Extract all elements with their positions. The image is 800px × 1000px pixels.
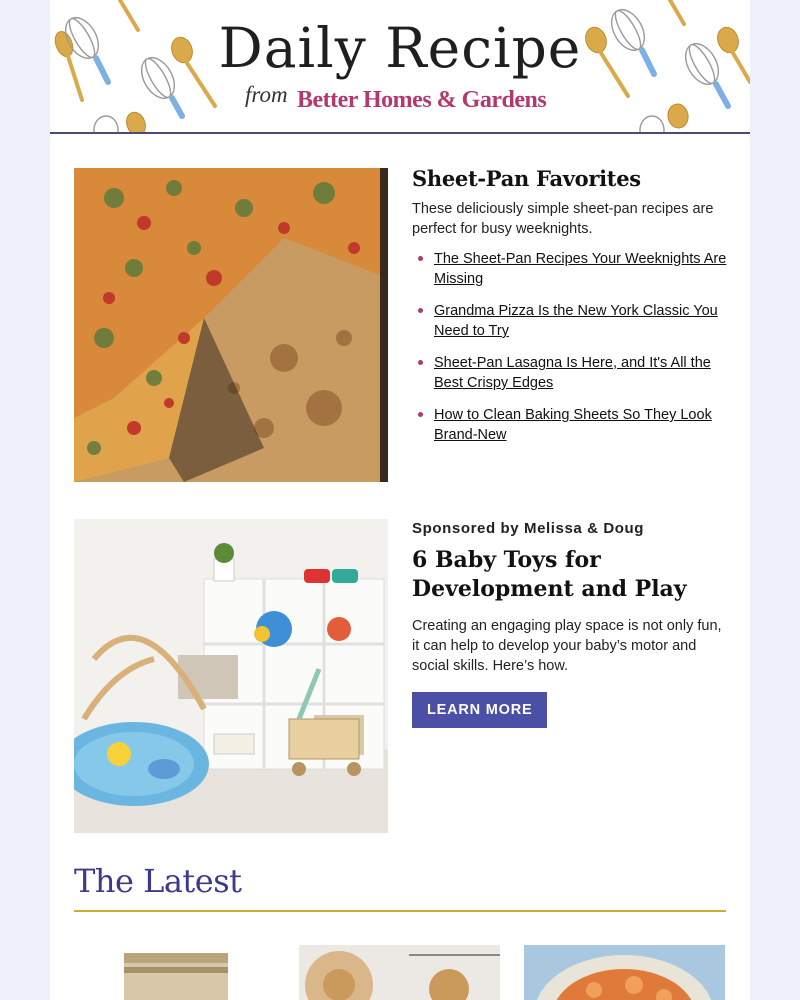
- section-description: These deliciously simple sheet-pan recipes are perfect for busy weeknights.: [412, 201, 714, 237]
- email-body: [50, 0, 750, 1000]
- section-heading: Sheet-Pan Favorites: [412, 166, 641, 191]
- sheet-pan-section: [412, 166, 728, 457]
- baby-toys-image[interactable]: [74, 519, 388, 833]
- recipe-link-3[interactable]: Sheet-Pan Lasagna Is Here, and It's All the Best Crispy Edges: [434, 355, 711, 391]
- latest-thumb-jar[interactable]: [74, 945, 275, 1000]
- header-banner: [50, 0, 750, 134]
- latest-heading: The Latest: [74, 862, 242, 900]
- sponsored-description: Creating an engaging play space is not only fun, it can help to develop your baby’s motor and social skills. Here’s how.: [412, 618, 722, 674]
- recipe-link-2[interactable]: Grandma Pizza Is the New York Classic You Need to Try: [434, 303, 718, 339]
- sponsored-heading[interactable]: 6 Baby Toys for Development and Play: [412, 547, 687, 602]
- sponsored-section: [412, 519, 728, 728]
- list-item: [412, 353, 728, 393]
- from-label: from: [245, 82, 288, 107]
- brand-logo[interactable]: Better Homes & Gardens: [297, 87, 547, 113]
- sheet-pan-image[interactable]: [74, 168, 388, 482]
- latest-thumb-squash[interactable]: [524, 945, 725, 1000]
- recipe-links: [412, 249, 728, 445]
- sponsor-label: Sponsored by Melissa & Doug: [412, 520, 645, 537]
- list-item: [412, 301, 728, 341]
- latest-thumb-cookies[interactable]: [299, 945, 500, 1000]
- learn-more-button[interactable]: LEARN MORE: [412, 692, 547, 728]
- list-item: [412, 249, 728, 289]
- list-item: [412, 405, 728, 445]
- newsletter-title: Daily Recipe: [218, 16, 582, 80]
- recipe-link-1[interactable]: The Sheet-Pan Recipes Your Weeknights Are Missing: [434, 251, 727, 287]
- latest-divider: [74, 910, 726, 912]
- recipe-link-4[interactable]: How to Clean Baking Sheets So They Look Brand-New: [434, 407, 712, 443]
